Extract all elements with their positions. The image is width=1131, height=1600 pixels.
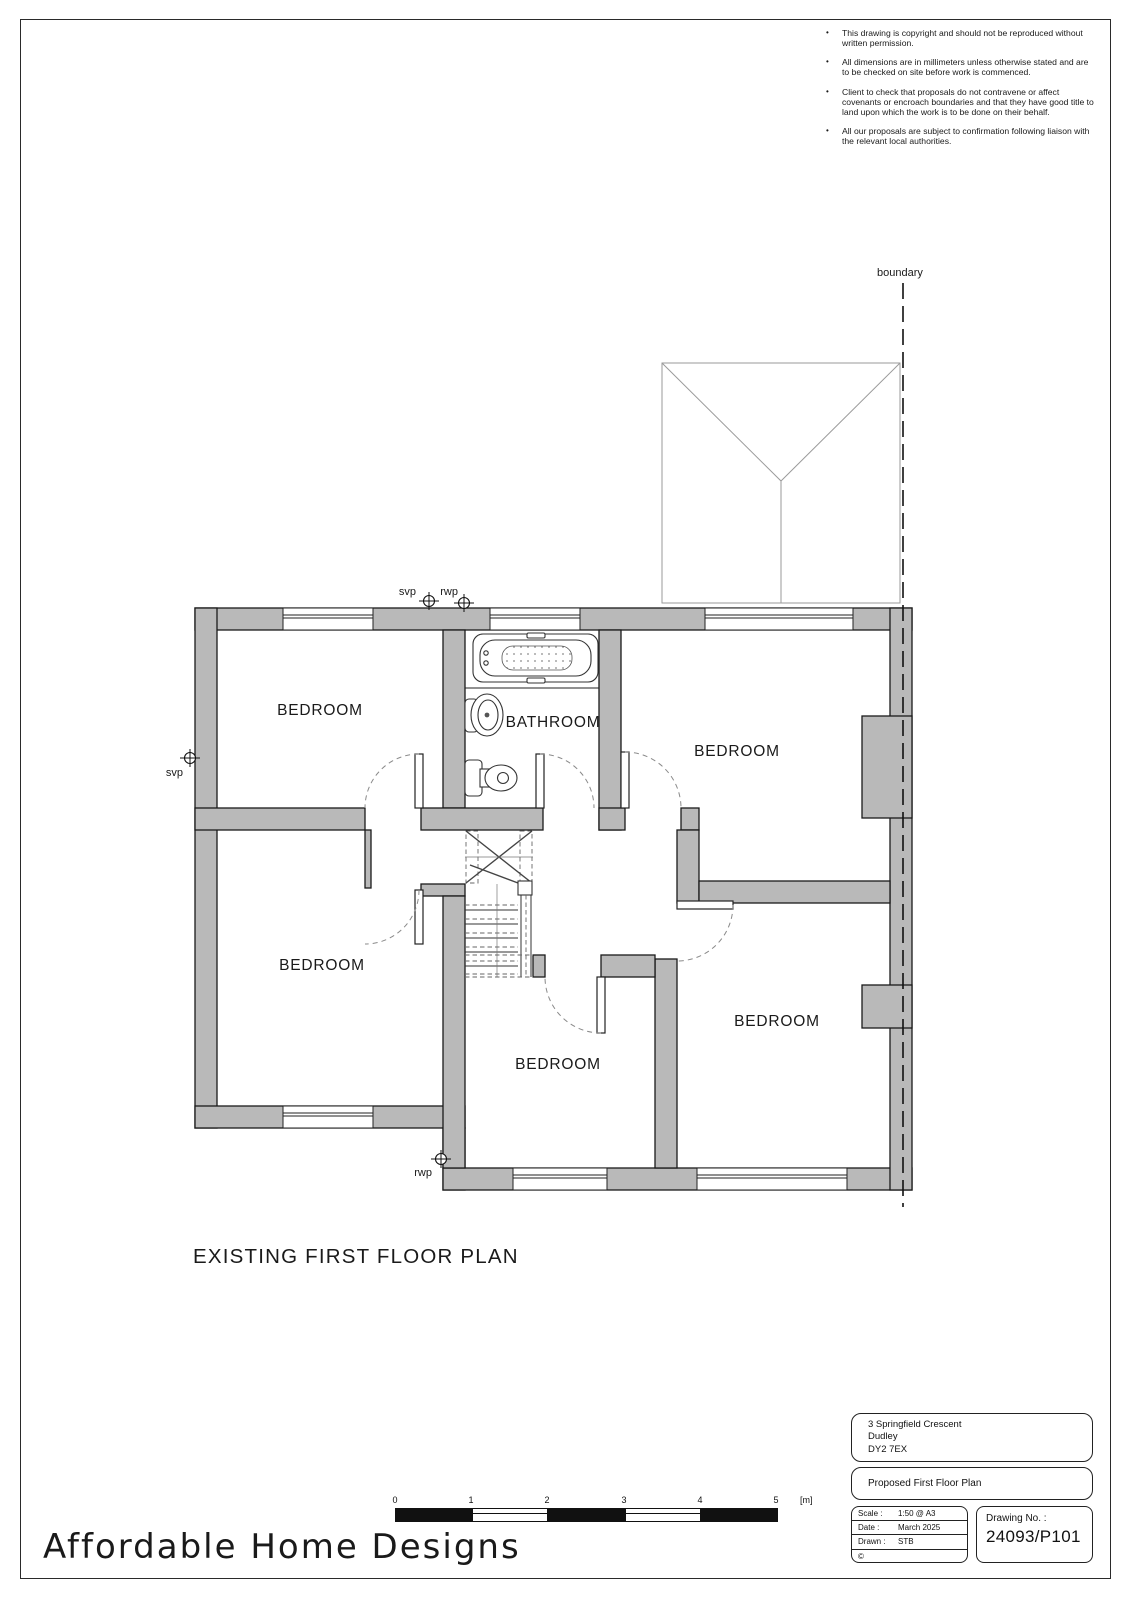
company-name: Affordable Home Designs bbox=[43, 1527, 521, 1567]
address-line: 3 Springfield Crescent bbox=[868, 1419, 962, 1430]
title-block-meta bbox=[851, 1506, 968, 1563]
meta-row-drawn bbox=[852, 1535, 967, 1549]
meta-row-date bbox=[852, 1521, 967, 1535]
staircase bbox=[465, 831, 533, 977]
window bbox=[513, 1168, 607, 1190]
window bbox=[697, 1168, 847, 1190]
newel-post bbox=[518, 881, 532, 895]
sink-icon bbox=[465, 694, 503, 736]
bullet-icon: • bbox=[826, 28, 829, 37]
bullet-icon: • bbox=[826, 57, 829, 67]
scale-unit: [m] bbox=[800, 1495, 813, 1505]
door-bedroom-top-left bbox=[365, 754, 423, 808]
room-label-bathroom: BATHROOM bbox=[505, 714, 601, 731]
note-text: All dimensions are in millimeters unless otherwise stated and are to be checked on site before work is commenced. bbox=[842, 57, 1089, 78]
window bbox=[283, 1106, 373, 1128]
date-value: March 2025 bbox=[898, 1523, 941, 1533]
scale-bar-strip bbox=[395, 1508, 778, 1522]
scale-bar bbox=[392, 1495, 815, 1525]
scale-tick: 2 bbox=[544, 1495, 550, 1505]
bullet-icon: • bbox=[826, 125, 829, 135]
scale-segment bbox=[472, 1509, 548, 1521]
drawing-title-text: Proposed First Floor Plan bbox=[868, 1478, 982, 1489]
door-bedroom-top-right bbox=[621, 752, 681, 808]
door-bedroom-bottom-right bbox=[677, 901, 733, 961]
door-bedroom-bottom-middle bbox=[545, 977, 605, 1033]
chimney-breast bbox=[862, 716, 912, 818]
scale-value: 1:50 @ A3 bbox=[898, 1509, 936, 1519]
svp-label: svp bbox=[165, 767, 183, 779]
rwp-label: rwp bbox=[440, 586, 458, 598]
boundary-label: boundary bbox=[877, 267, 923, 279]
meta-row-copyright bbox=[852, 1550, 967, 1563]
date-label: Date : bbox=[858, 1523, 880, 1533]
plan-title: EXISTING FIRST FLOOR PLAN bbox=[193, 1245, 519, 1268]
copyright-icon: © bbox=[858, 1551, 864, 1561]
rwp-label: rwp bbox=[414, 1167, 432, 1179]
drawn-value: STB bbox=[898, 1537, 914, 1547]
address-line: Dudley bbox=[868, 1431, 898, 1443]
toilet-icon bbox=[465, 760, 517, 796]
meta-row-scale bbox=[852, 1507, 967, 1521]
title-block-drawing-no bbox=[976, 1506, 1093, 1563]
room-label-bedroom-bottom-right: BEDROOM bbox=[734, 1013, 820, 1030]
scale-segment bbox=[548, 1509, 624, 1521]
scale-segment bbox=[396, 1509, 472, 1521]
bathtub-icon bbox=[465, 633, 599, 688]
scale-tick: 0 bbox=[392, 1495, 398, 1505]
window bbox=[705, 608, 853, 630]
note-text: This drawing is copyright and should not be reproduced without written permission. bbox=[842, 28, 1083, 49]
scale-tick: 3 bbox=[621, 1495, 627, 1505]
walls bbox=[195, 608, 912, 1190]
room-label-bedroom-top-left: BEDROOM bbox=[277, 702, 363, 719]
scale-segment bbox=[701, 1509, 777, 1521]
title-block-drawing-title bbox=[851, 1467, 1093, 1500]
drawn-label: Drawn : bbox=[858, 1537, 886, 1547]
scale-tick: 1 bbox=[468, 1495, 474, 1505]
bullet-icon: • bbox=[826, 86, 829, 96]
door-bathroom bbox=[536, 754, 594, 808]
svp-marker-icon bbox=[419, 592, 439, 610]
room-label-bedroom-bottom-left: BEDROOM bbox=[279, 957, 365, 974]
door-bedroom-bottom-left bbox=[365, 890, 423, 944]
note-text: All our proposals are subject to confirmation following liaison with the relevant local authorities. bbox=[842, 125, 1090, 147]
scale-tick: 5 bbox=[773, 1495, 779, 1505]
note-text: Client to check that proposals do not contravene or affect covenants or encroach boundaries and that they have good title to land upon which the work is to be done on their behalf. bbox=[842, 86, 1094, 117]
scale-label: Scale : bbox=[858, 1509, 883, 1519]
window bbox=[283, 608, 373, 630]
room-label-bedroom-top-right: BEDROOM bbox=[694, 743, 780, 760]
drawing-no-label: Drawing No. : bbox=[986, 1513, 1047, 1524]
svp-label: svp bbox=[398, 586, 416, 598]
drawing-no-value: 24093/P101 bbox=[986, 1527, 1081, 1546]
scale-tick: 4 bbox=[697, 1495, 703, 1505]
title-block-address bbox=[851, 1413, 1093, 1462]
roof-outline bbox=[662, 363, 900, 603]
scale-segment bbox=[625, 1509, 701, 1521]
chimney-breast bbox=[862, 985, 912, 1028]
room-label-bedroom-bottom-middle: BEDROOM bbox=[515, 1056, 601, 1073]
window bbox=[490, 608, 580, 630]
address-line: DY2 7EX bbox=[868, 1443, 908, 1455]
